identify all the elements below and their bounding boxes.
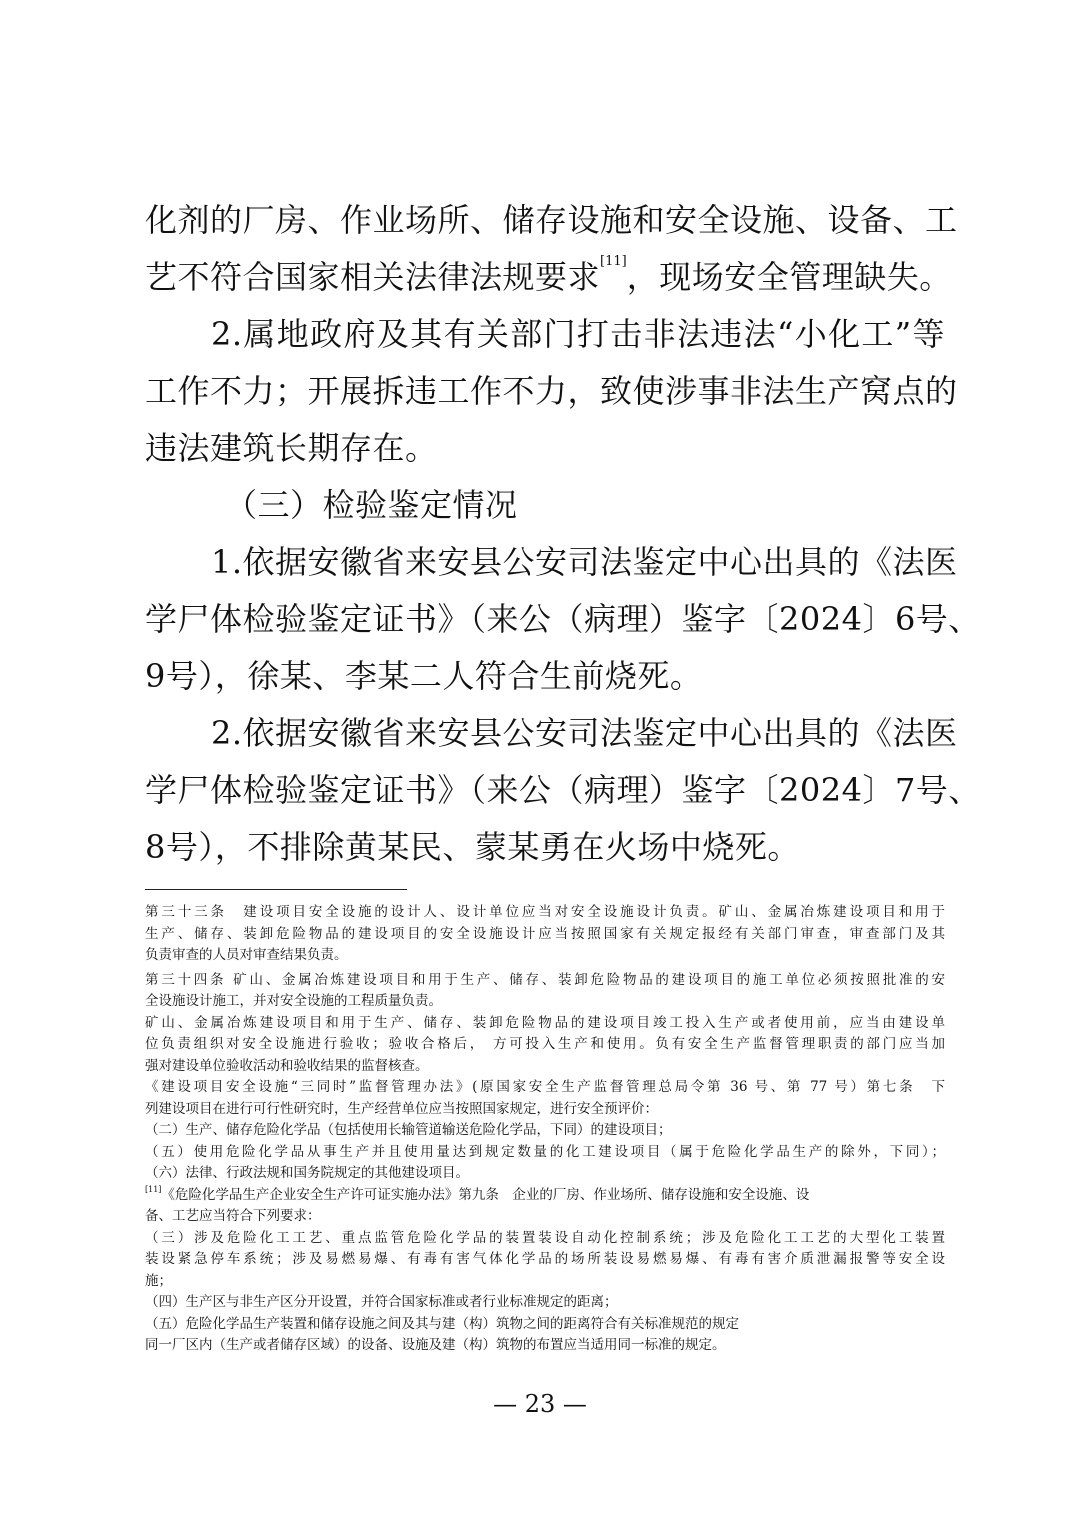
footnote-line: 第三十四条 矿山、金属冶炼建设项目和用于生产、储存、装卸危险物品的建设项目的施工单位必须按照批准的安 [145,971,945,988]
paragraph-line: 8号），不排除黄某民、蒙某勇在火场中烧死。 [145,828,800,866]
footnote-reference: [11] [600,254,627,269]
footnote-line: 矿山、金属冶炼建设项目和用于生产、储存、装卸危险物品的建设项目竣工投入生产或者使用前，应当由建设单 [145,1014,945,1031]
footnote-line: 装设紧急停车系统；涉及易燃易爆、有毒有害气体化学品的场所装设易燃易爆、有毒有害介质泄漏报警等安全设 [145,1251,945,1267]
footnote-line: 负责审查的人员对审查结果负责。 [145,947,348,963]
footnote-line: （四）生产区与非生产区分开设置，并符合国家标准或者行业标准规定的距离； [145,1294,618,1310]
footnote-line: 《建设项目安全设施“三同时”监督管理办法》(原国家安全生产监督管理总局令第 36 号、第 77 号）第七条 下 [145,1079,945,1095]
paragraph-line: 工作不力；开展拆违工作不力，致使涉事非法生产窝点的 [145,372,958,410]
footnote-line: （三）涉及危险化工工艺、重点监管危险化学品的装置装设自动化控制系统；涉及危险化工工艺的大型化工装置 [145,1229,945,1246]
paragraph-line [145,249,952,306]
footnote-line: 生产、储存、装卸危险物品的建设项目的安全设施设计应当按照国家有关规定报经有关部门审查，审查部门及其 [145,925,945,942]
footnote-line: 施； [145,1272,172,1289]
footnote-line: （五）使用危险化学品从事生产并且使用量达到规定数量的化工建设项目（属于危险化学品生产的除外，下同）； [145,1143,945,1160]
footnote-line: 位负责组织对安全设施进行验收；验收合格后， 方可投入生产和使用。负有安全生产监督管理职责的部门应当加 [145,1036,945,1052]
footnote-line: 第三十三条 建设项目安全设施的设计人、设计单位应当对安全设施设计负责。矿山、金属冶炼建设项目和用于 [145,904,945,920]
paragraph-line: 1.依据安徽省来安县公安司法鉴定中心出具的《法医 [211,543,958,581]
main-text [145,192,981,876]
paragraph-line: 违法建筑长期存在。 [145,429,438,467]
paragraph-line: 化剂的厂房、作业场所、储存设施和安全设施、设备、工 [145,201,958,239]
footnote-line: 列建设项目在进行可行性研究时，生产经营单位应当按照国家规定，进行安全预评价： [145,1100,658,1117]
footnote-line: 备、工艺应当符合下列要求： [145,1208,321,1224]
paragraph-line: 2.属地政府及其有关部门打击非法违法“小化工”等 [211,315,945,353]
footnote-divider [145,889,407,890]
footnote-marker: [11] [145,1184,162,1194]
footnote-line: 强对建设单位验收活动和验收结果的监督核查。 [145,1057,429,1074]
footnotes [145,902,945,1357]
footnote-line [145,1185,945,1207]
footnote-line: 同一厂区内（生产或者储存区域）的设备、设施及建（构）筑物的布置应当适用同一标准的规定。 [145,1337,726,1353]
page-number: — 23 — [493,1390,587,1418]
paragraph-line: 2.依据安徽省来安县公安司法鉴定中心出具的《法医 [211,714,958,752]
footnote-line: （二）生产、储存危险化学品（包括使用长输管道输送危险化学品，下同）的建设项目； [145,1122,672,1138]
footnote-line: 全设施设计施工，并对安全设施的工程质量负责。 [145,993,442,1009]
line-text: ，现场安全管理缺失。 [626,258,952,296]
line-text: 艺不符合国家相关法律法规要求 [145,258,601,296]
footnote-line: （五）危险化学品生产装置和储存设施之间及其与建（构）筑物之间的距离符合有关标准规范的规定 [145,1315,739,1332]
paragraph-line: 9号），徐某、李某二人符合生前烧死。 [145,657,703,695]
footnote-line: （六）法律、行政法规和国务院规定的其他建设项目。 [145,1165,469,1181]
paragraph-line: 学尸体检验鉴定证书》（来公（病理）鉴字〔2024〕6号、 [145,600,981,638]
footnote-text: 《危险化学品生产企业安全生产许可证实施办法》第九条 企业的厂房、作业场所、储存设施和安全设施、设 [161,1186,810,1203]
paragraph-line: 学尸体检验鉴定证书》（来公（病理）鉴字〔2024〕7号、 [145,771,981,809]
section-heading: （三）检验鉴定情况 [225,486,518,524]
